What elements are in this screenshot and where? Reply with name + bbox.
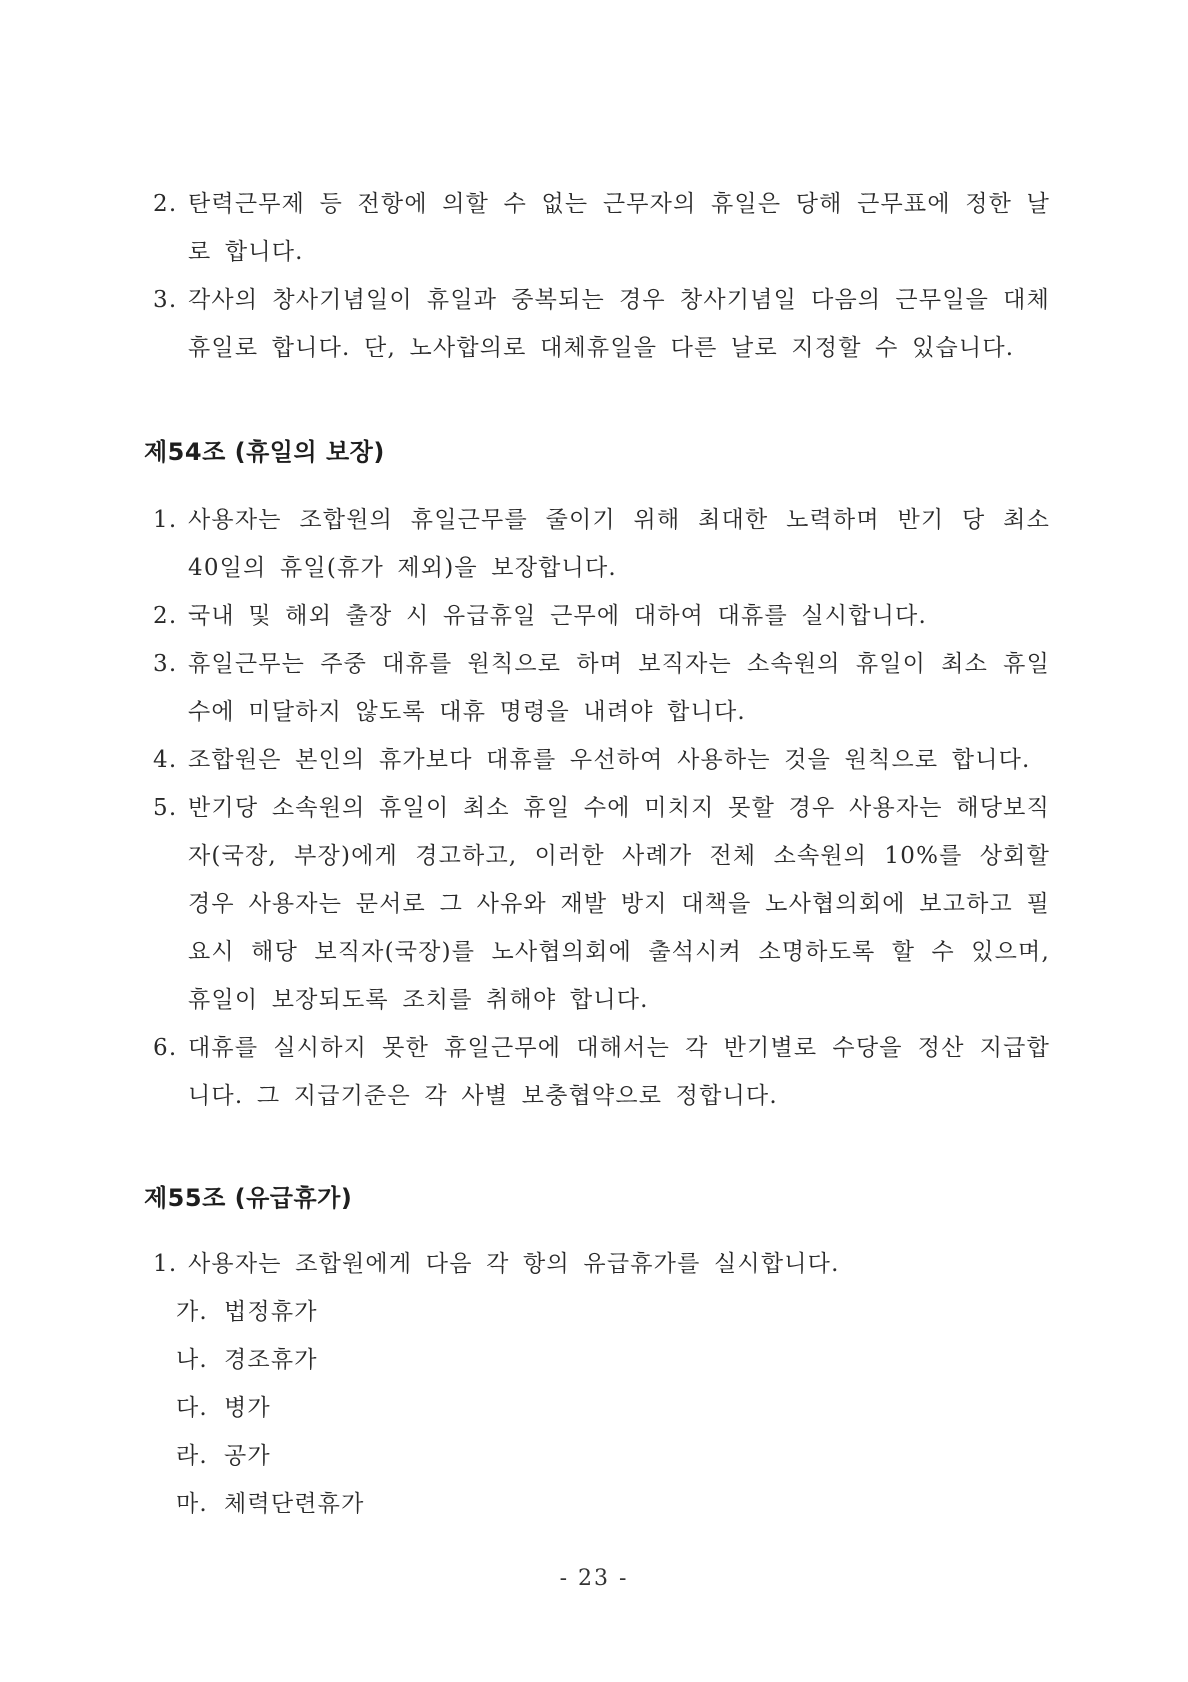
item-text: 조합원은 본인의 휴가보다 대휴를 우선하여 사용하는 것을 원칙으로 합니다. <box>188 747 1031 773</box>
list-item <box>150 1240 1050 1288</box>
item-number: 3. <box>153 287 178 313</box>
article-54-title: 제54조 (휴일의 보장) <box>144 438 385 466</box>
list-item <box>150 736 1050 784</box>
sub-list-item <box>176 1336 1050 1384</box>
item-text: 반기당 소속원의 휴일이 최소 휴일 수에 미치지 못할 경우 사용자는 해당보직자(국장, 부장)에게 경고하고, 이러한 사례가 전체 소속원의 10%를 상회할 경우 사용자는 문서로 그 사유와 재발 방지 대책을 노사협의회에 보고하고 필요시 해당 보직자(국장)를 노사협의회에 출석시켜 소명하도록 할 수 있으며, 휴일이 보장되도록 조치를 취해야 합니다. <box>188 795 1050 1013</box>
item-number: 3. <box>153 651 178 677</box>
item-text: 탄력근무제 등 전항에 의할 수 없는 근무자의 휴일은 당해 근무표에 정한 날로 합니다. <box>188 191 1050 265</box>
item-number: 1. <box>153 1251 178 1277</box>
sub-item-number: 라. <box>176 1443 208 1469</box>
sub-item-text: 공가 <box>224 1443 271 1469</box>
item-number: 1. <box>153 507 178 533</box>
list-item <box>150 592 1050 640</box>
list-item <box>150 640 1050 736</box>
list-item <box>150 180 1050 276</box>
list-item <box>150 1024 1050 1120</box>
item-text: 대휴를 실시하지 못한 휴일근무에 대해서는 각 반기별로 수당을 정산 지급합니다. 그 지급기준은 각 사별 보충협약으로 정합니다. <box>188 1035 1050 1109</box>
sub-item-text: 체력단련휴가 <box>224 1491 365 1517</box>
list-item <box>150 496 1050 592</box>
list-item <box>150 784 1050 1024</box>
page-content <box>144 180 1050 1528</box>
item-number: 5. <box>153 795 178 821</box>
item-number: 2. <box>153 603 178 629</box>
item-text: 사용자는 조합원에게 다음 각 항의 유급휴가를 실시합니다. <box>188 1251 840 1277</box>
item-text: 휴일근무는 주중 대휴를 원칙으로 하며 보직자는 소속원의 휴일이 최소 휴일 수에 미달하지 않도록 대휴 명령을 내려야 합니다. <box>188 651 1050 725</box>
item-text: 사용자는 조합원의 휴일근무를 줄이기 위해 최대한 노력하며 반기 당 최소 40일의 휴일(휴가 제외)을 보장합니다. <box>188 507 1050 581</box>
sub-item-number: 다. <box>176 1395 208 1421</box>
sub-item-number: 나. <box>176 1347 208 1373</box>
list-item <box>150 276 1050 372</box>
item-number: 4. <box>153 747 178 773</box>
article-55-title: 제55조 (유급휴가) <box>144 1184 353 1212</box>
item-number: 2. <box>153 191 178 217</box>
sub-list-item <box>176 1384 1050 1432</box>
item-text: 각사의 창사기념일이 휴일과 중복되는 경우 창사기념일 다음의 근무일을 대체휴일로 합니다. 단, 노사합의로 대체휴일을 다른 날로 지정할 수 있습니다. <box>188 287 1050 361</box>
sub-item-text: 병가 <box>224 1395 271 1421</box>
sub-item-number: 가. <box>176 1299 208 1325</box>
page-number: - 23 - <box>559 1566 629 1591</box>
sub-item-number: 마. <box>176 1491 208 1517</box>
item-text: 국내 및 해외 출장 시 유급휴일 근무에 대하여 대휴를 실시합니다. <box>188 603 927 629</box>
sub-list-item <box>176 1288 1050 1336</box>
sub-item-text: 법정휴가 <box>224 1299 318 1325</box>
sub-list-item <box>176 1480 1050 1528</box>
item-number: 6. <box>153 1035 178 1061</box>
sub-item-text: 경조휴가 <box>224 1347 318 1373</box>
sub-list-item <box>176 1432 1050 1480</box>
